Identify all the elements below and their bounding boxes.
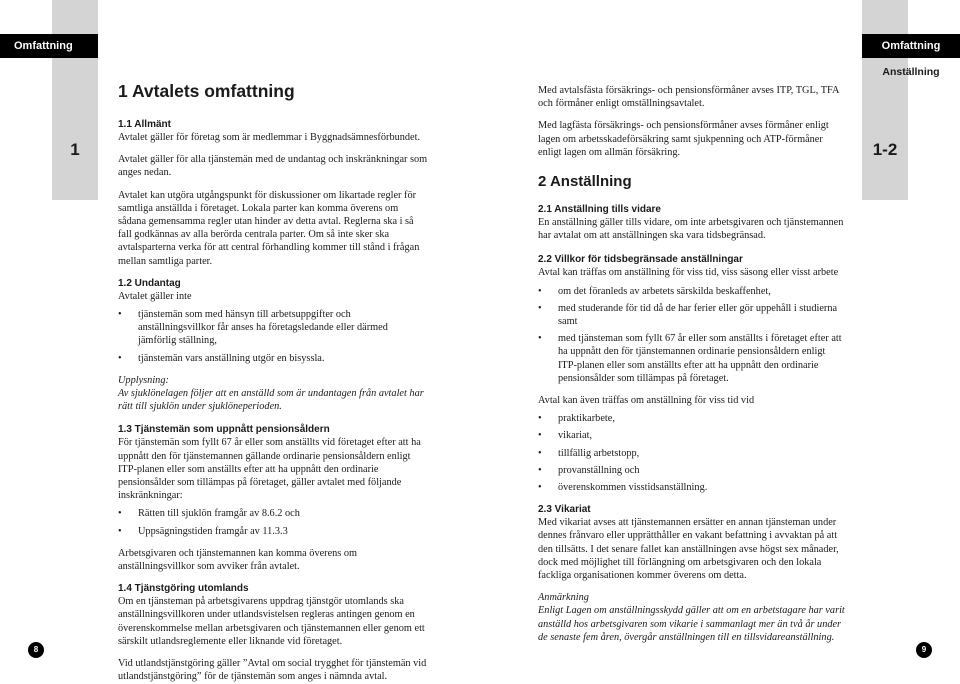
section-2-2-bullet2: • vikariat, (538, 429, 846, 442)
header-left-tab: Omfattning (14, 40, 73, 52)
section-1-1-p3: Avtalet kan utgöra utgångspunkt för diskussioner om likartade regler för samtliga anställda i företaget. Lokala parter kan komma överens om sådana gemensamma regler utan hinder av detta avtal. Reglerna ska i så fall godkännas av alla berörda centrala parter. Om så inte sker ska avtalsparterna verka för att central förhandling kommer till stånd i frågan mellan samtliga parter. (118, 189, 420, 267)
section-2-3-p1: Med vikariat avses att tjänstemannen ersätter en annan tjänsteman under dennes frånvaro eller upprätthåller en vakant befattning i avvaktan på att den tillsätts. I det senare fallet kan anställningen avse högst sex månader, dock med möjlighet till förlängning om arbetsgivaren och den lokala fackliga organisationen kommer överens om detta. (538, 517, 839, 582)
header-right-tab: Omfattning (881, 40, 941, 52)
right-p-itp: Med avtalsfästa försäkrings- och pensionsförmåner avses ITP, TGL, TFA och förmåner enligt omställningsavtalet. (538, 85, 839, 110)
left-page-number: 8 (28, 642, 44, 658)
section-2-2-bullet: • med studerande för tid då de har ferier eller gör uppehåll i studierna samt (538, 302, 846, 328)
section-2-2-intro: Avtal kan träffas om anställning för viss tid, viss säsong eller visst arbete (538, 267, 839, 279)
section-1-2-intro: Avtalet gäller inte (118, 290, 192, 302)
section-1-2-note-text: Av sjuklönelagen följer att en anställd som är undantagen från avtalet har rätt till sjuklön under sjuklöneperioden. (118, 388, 424, 413)
section-1-3-bullet: • Rätten till sjuklön framgår av 8.6.2 och (118, 507, 428, 520)
section-1-2-bullet: • tjänstemän som med hänsyn till arbetsuppgifter och anställningsvillkor får anses ha företagsledande eller därmed jämförlig ställning, (118, 308, 428, 348)
section-1-4-p2: Vid utlandstjänstgöring gäller ”Avtal om social trygghet för tjänstemän vid utlandstjänstgöring” för de tjänstemän som anges i nämnda avtal. (118, 658, 427, 683)
section-1-2-bullet: • tjänstemän vars anställning utgör en bisyssla. (118, 352, 428, 365)
section-2-3-heading: 2.3 Vikariat (538, 504, 591, 516)
header-right-bar (862, 34, 960, 58)
left-page-column (118, 118, 428, 684)
section-2-1-p1: En anställning gäller tills vidare, om inte arbetsgivaren och tjänstemannen har avtalat om att anställningen ska vara tidsbegränsad. (538, 217, 844, 242)
section-2-2-bullet2: • provanställning och (538, 464, 846, 477)
section-2-3-note-label: Anmärkning (538, 592, 589, 604)
section-2-2-bullet: • med tjänsteman som fyllt 67 år eller som anställts i företaget efter att ha uppnått den för tjänstemannen ordinarie pensionsåldern enligt ITP-planen eller som anställts efter att ha uppnått den ordinarie pensionsålder som tillämpas på företaget. (538, 332, 846, 385)
section-1-1-p2: Avtalet gäller för alla tjänstemän med de undantag och inskränkningar som anges nedan. (118, 154, 428, 179)
section-1-2-heading: 1.2 Undantag (118, 277, 181, 289)
section-1-3-heading: 1.3 Tjänstemän som uppnått pensionsåldern (118, 424, 330, 436)
left-side-number: 1 (70, 140, 80, 159)
right-side-number: 1-2 (872, 140, 898, 159)
section-1-4-heading: 1.4 Tjänstgöring utomlands (118, 583, 249, 595)
right-grey-bar (862, 0, 908, 200)
section-1-2-note-label: Upplysning: (118, 374, 169, 386)
right-page-title: 2 Anställning (538, 173, 632, 191)
section-2-3-note-text: Enligt Lagen om anställningsskydd gäller att om en arbetstagare har varit anställd hos arbetsgivaren som vikarie i sammanlagt mer än två år under de senaste fem åren, övergår anställningen till en tillsvidareanställning. (538, 605, 845, 643)
section-2-2-bullet: • om det föranleds av arbetets särskilda beskaffenhet, (538, 285, 846, 298)
left-page-title: 1 Avtalets omfattning (118, 81, 295, 101)
section-1-1-p1: Avtalet gäller för företag som är medlemmar i Byggnadsämnesförbundet. (118, 132, 421, 143)
section-1-3-bullet: • Uppsägningstiden framgår av 11.3.3 (118, 525, 428, 538)
right-page-column (538, 84, 846, 644)
header-right-subtab: Anställning (882, 66, 940, 78)
section-2-2-bullet2: • praktikarbete, (538, 412, 846, 425)
right-page-number: 9 (916, 642, 932, 658)
right-p-lag: Med lagfästa försäkrings- och pensionsförmåner avses förmåner enligt lagen om arbetsskadeförsäkring samt sjukpenning och ATP-förmåner enligt lagen om allmän försäkring. (538, 120, 829, 158)
left-grey-bar (52, 0, 98, 200)
section-1-3-p1: För tjänstemän som fyllt 67 år eller som anställts vid företaget efter att ha uppnått den för tjänstemannen gällande ordinarie pensionsåldern enligt ITP-planen eller som anställts efter att ha uppnått den ordinarie pensionsålder som tillämpas på företaget, gäller avtalet med följande inskränkningar: (118, 437, 421, 502)
section-2-2-bullet2: • tillfällig arbetstopp, (538, 447, 846, 460)
section-1-1-heading: 1.1 Allmänt (118, 119, 171, 130)
section-2-2-bullet2: • överenskommen visstidsanställning. (538, 481, 846, 494)
section-2-2-intro2: Avtal kan även träffas om anställning för viss tid vid (538, 395, 755, 407)
section-1-4-p1: Om en tjänsteman på arbetsgivarens uppdrag tjänstgör utomlands ska anställningsvillkoren under utlandsvistelsen regleras antingen genom en överenskommelse mellan arbetsgivaren och tjänstemannen eller genom ett särskilt utlandsreglemente eller liknande vid företaget. (118, 596, 425, 647)
header-left-bar (0, 34, 98, 58)
section-1-3-p2: Arbetsgivaren och tjänstemannen kan komma överens om anställningsvillkor som avviker från avtalet. (118, 547, 358, 573)
section-2-1-heading: 2.1 Anställning tills vidare (538, 204, 661, 216)
section-2-2-heading: 2.2 Villkor för tidsbegränsade anställningar (538, 254, 743, 266)
